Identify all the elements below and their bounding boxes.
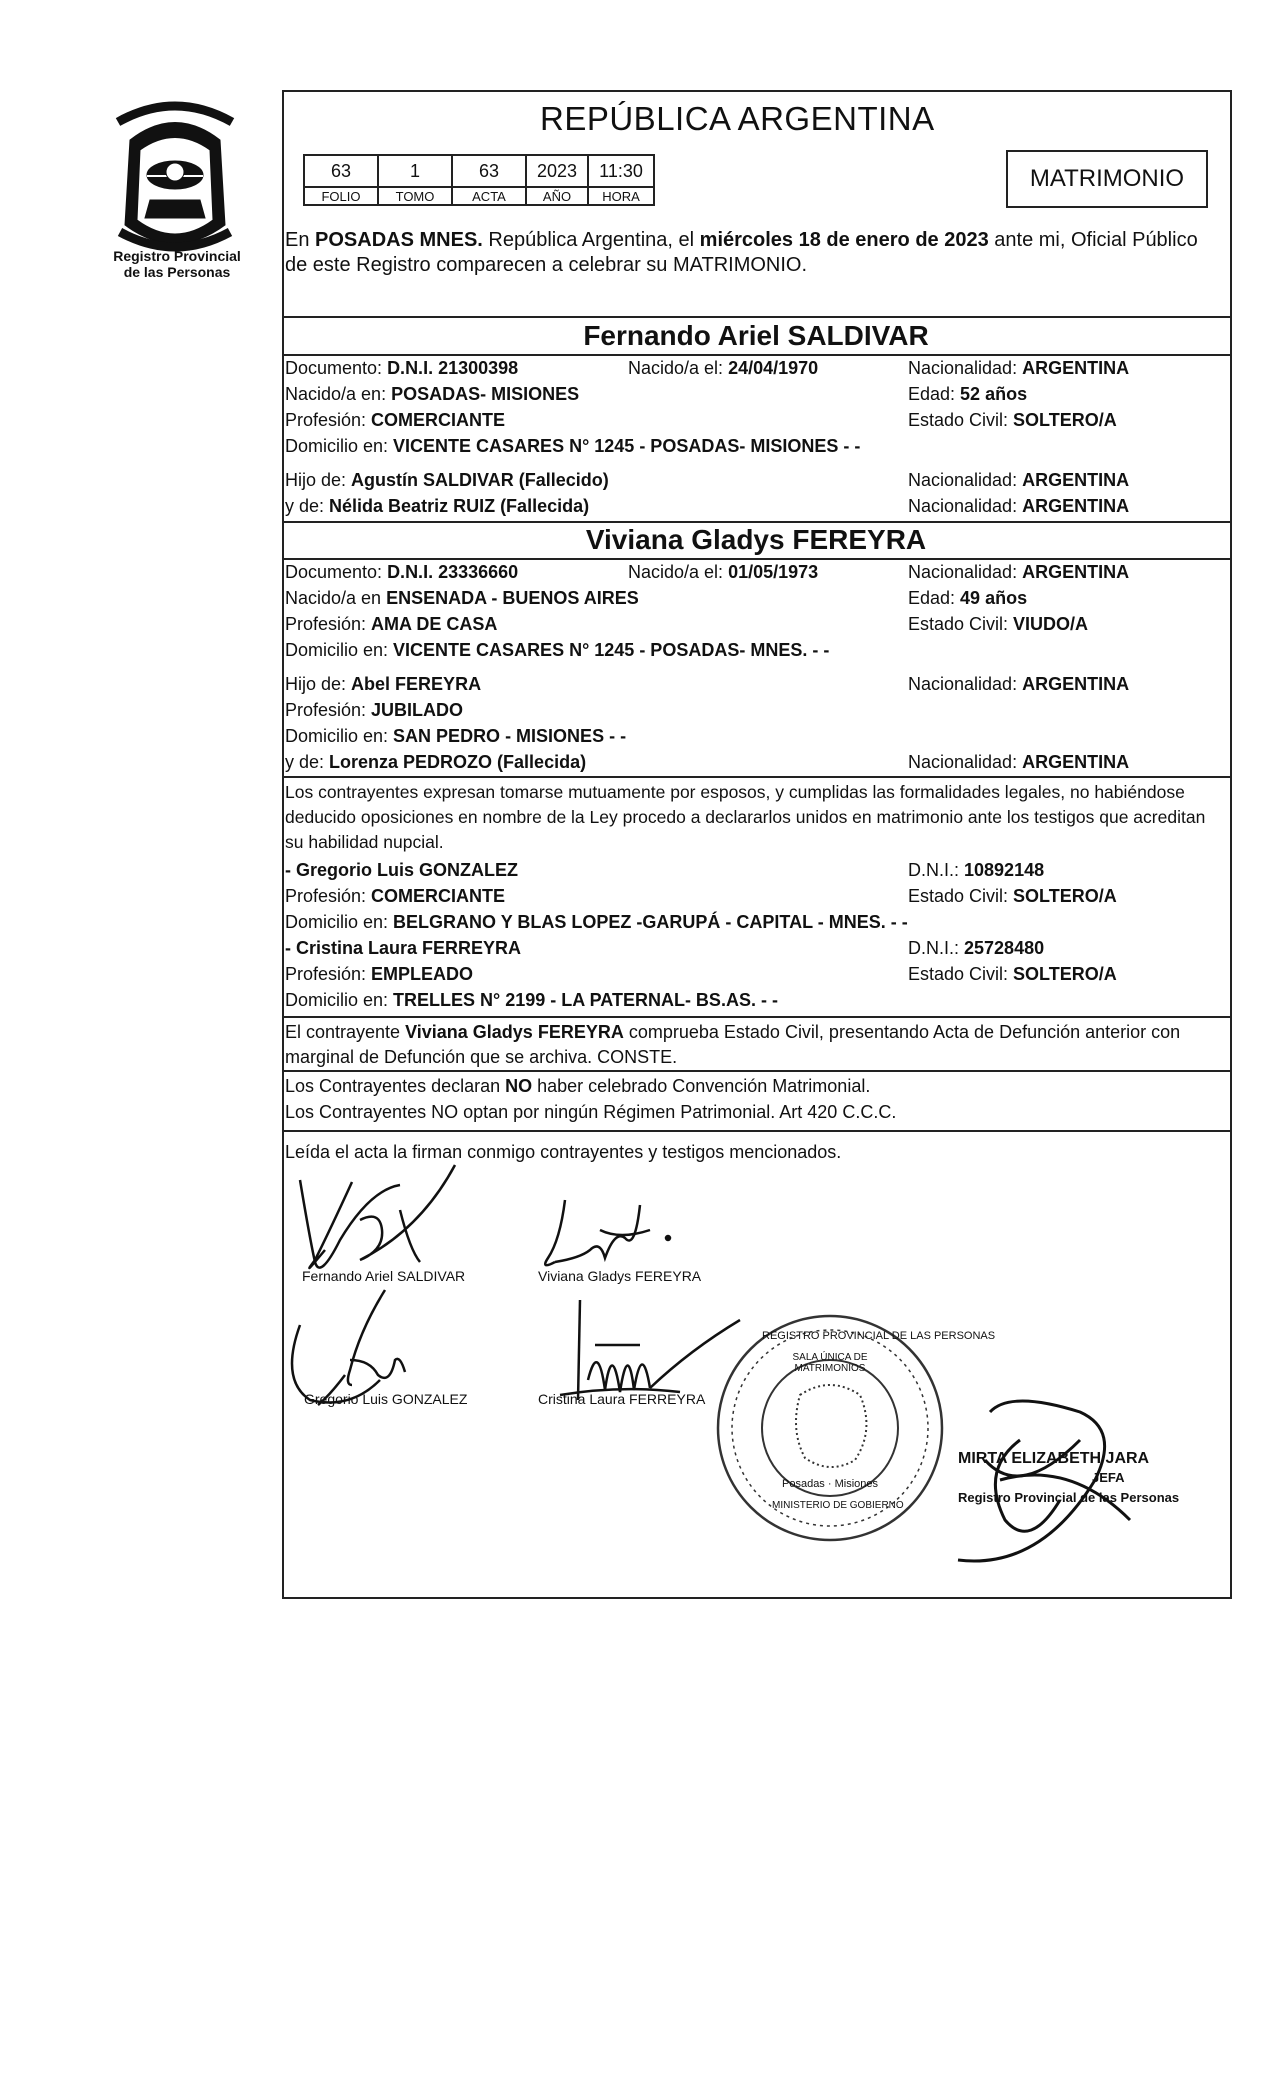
witness1-address	[285, 912, 908, 933]
note-text-2: comprueba Estado Civil, presentando Acta de Defunción anterior con marginal de Defunción que se archiva. CONSTE.	[285, 1022, 1181, 1067]
bride-profession	[285, 614, 497, 635]
intro-paragraph	[285, 228, 1225, 278]
civil-status-note	[285, 1020, 1225, 1070]
witness1-signature-caption: Gregorio Luis GONZALEZ	[304, 1391, 468, 1407]
groom-father	[285, 470, 609, 491]
witness1-dni	[908, 860, 1044, 881]
bride-father-nationality	[908, 674, 1129, 695]
bride-prof-value: AMA DE CASA	[371, 614, 498, 634]
groom-mother-nationality	[908, 496, 1129, 517]
bride-born: 01/05/1973	[728, 562, 819, 582]
province-coat-of-arms-icon	[118, 106, 232, 247]
hora-value: 11:30	[588, 155, 654, 187]
bride-father-value: Abel FEREYRA	[351, 674, 482, 694]
bride-birthplace-value: ENSENADA - BUENOS AIRES	[386, 588, 639, 608]
bride-birthplace	[285, 588, 639, 609]
label: Nacionalidad:	[908, 562, 1023, 582]
divider	[282, 1016, 1230, 1018]
groom-father-nat-value: ARGENTINA	[1022, 470, 1130, 490]
divider	[282, 558, 1230, 560]
groom-dni: D.N.I. 21300398	[387, 358, 519, 378]
anio-value: 2023	[526, 155, 588, 187]
label: Profesión:	[285, 614, 372, 634]
groom-father-nationality	[908, 470, 1129, 491]
witness2-prof-value: EMPLEADO	[371, 964, 474, 984]
label: Domicilio en:	[285, 726, 394, 746]
bride-nat: ARGENTINA	[1022, 562, 1130, 582]
note-text-1: El contrayente	[285, 1022, 406, 1042]
closing-statement: Leída el acta la firman conmigo contrayentes y testigos mencionados.	[285, 1142, 842, 1162]
groom-nationality	[908, 358, 1129, 379]
declaration-paragraph: Los contrayentes expresan tomarse mutuamente por esposos, y cumplidas las formalidades legales, no habiéndose deducido oposiciones en nombre de la Ley procedo a declararlos unidos en matrimonio ante los testigos que acreditan su habilidad nupcial.	[285, 782, 1206, 852]
divider	[282, 1130, 1230, 1132]
groom-nat: ARGENTINA	[1022, 358, 1130, 378]
convention-no: NO	[505, 1076, 533, 1096]
witness1-civil-value: SOLTERO/A	[1013, 886, 1117, 906]
groom-age	[908, 384, 1027, 405]
bride-father-profession	[285, 700, 463, 721]
groom-civil-status	[908, 410, 1117, 431]
bride-civil-status	[908, 614, 1088, 635]
bride-address-value: VICENTE CASARES N° 1245 - POSADAS- MNES. - -	[393, 640, 830, 660]
label: Domicilio en:	[285, 990, 394, 1010]
stamp-inner-text: SALA ÚNICA DE MATRIMONIOS	[792, 1352, 868, 1374]
groom-father-value: Agustín SALDIVAR (Fallecido)	[351, 470, 609, 490]
label: Nacionalidad:	[908, 496, 1023, 516]
label: Nacido/a el:	[628, 358, 729, 378]
tomo-label: TOMO	[378, 187, 452, 205]
bride-dni: D.N.I. 23336660	[387, 562, 519, 582]
official-name: MIRTA ELIZABETH JARA	[958, 1450, 1150, 1467]
label: y de:	[285, 752, 330, 772]
label: Profesión:	[285, 964, 372, 984]
acta-label: ACTA	[452, 187, 526, 205]
groom-address-value: VICENTE CASARES N° 1245 - POSADAS- MISIONES - -	[393, 436, 861, 456]
folio-value: 63	[304, 155, 378, 187]
bride-father-prof-value: JUBILADO	[371, 700, 464, 720]
note-name: Viviana Gladys FEREYRA	[405, 1022, 624, 1042]
acta-value: 63	[452, 155, 526, 187]
bride-civil-value: VIUDO/A	[1013, 614, 1089, 634]
label: Documento:	[285, 358, 388, 378]
convention-statement	[285, 1074, 1225, 1099]
witness2-profession	[285, 964, 473, 985]
label: Nacido/a el:	[628, 562, 729, 582]
intro-text-3: ante mi, Oficial Público de este Registro comparecen a celebrar su MATRIMONIO.	[285, 229, 1198, 276]
label: D.N.I.:	[908, 860, 965, 880]
witness1-dni-value: 10892148	[964, 860, 1045, 880]
witness1-address-value: BELGRANO Y BLAS LOPEZ -GARUPÁ - CAPITAL - MNES. - -	[393, 912, 908, 932]
intro-place: POSADAS MNES.	[315, 229, 483, 251]
groom-mother-value: Nélida Beatriz RUIZ (Fallecida)	[329, 496, 590, 516]
label: Nacido/a en:	[285, 384, 392, 404]
registry-fields-table	[303, 154, 655, 206]
label: Profesión:	[285, 700, 372, 720]
label: Estado Civil:	[908, 410, 1014, 430]
registry-caption-line2: de las Personas	[123, 264, 231, 280]
groom-age-value: 52 años	[960, 384, 1028, 404]
witness1-name-value: - Gregorio Luis GONZALEZ	[285, 860, 518, 880]
stamp-city: Posadas · Misiones	[782, 1478, 878, 1490]
groom-civil-value: SOLTERO/A	[1013, 410, 1117, 430]
bride-mother	[285, 752, 586, 773]
bride-father-address-value: SAN PEDRO - MISIONES - -	[393, 726, 627, 746]
witness1-prof-value: COMERCIANTE	[371, 886, 506, 906]
stamp-bottom-text: MINISTERIO DE GOBIERNO	[772, 1500, 904, 1511]
label: Edad:	[908, 384, 961, 404]
bride-nationality	[908, 562, 1129, 583]
label: Domicilio en:	[285, 912, 394, 932]
intro-text-1: En	[285, 229, 316, 251]
bride-address	[285, 640, 829, 661]
divider	[282, 316, 1230, 318]
label: D.N.I.:	[908, 938, 965, 958]
groom-born: 24/04/1970	[728, 358, 819, 378]
label: Nacionalidad:	[908, 470, 1023, 490]
bride-father-address	[285, 726, 626, 747]
label: Profesión:	[285, 410, 372, 430]
convention-text-2: haber celebrado Convención Matrimonial.	[532, 1076, 871, 1096]
groom-signature-caption: Fernando Ariel SALDIVAR	[302, 1268, 466, 1284]
divider	[282, 521, 1230, 523]
bride-mother-nationality	[908, 752, 1129, 773]
divider	[282, 1070, 1230, 1072]
convention-text-1: Los Contrayentes declaran	[285, 1076, 506, 1096]
tomo-value: 1	[378, 155, 452, 187]
witness2-address	[285, 990, 778, 1011]
intro-text-2: República Argentina, el	[482, 229, 700, 251]
label: Nacionalidad:	[908, 674, 1023, 694]
groom-prof-value: COMERCIANTE	[371, 410, 506, 430]
witness2-address-value: TRELLES N° 2199 - LA PATERNAL- BS.AS. - -	[393, 990, 778, 1010]
divider	[282, 354, 1230, 356]
witness2-name	[285, 938, 521, 959]
label: Hijo de:	[285, 674, 352, 694]
country-heading: REPÚBLICA ARGENTINA	[540, 100, 935, 137]
label: Estado Civil:	[908, 614, 1014, 634]
folio-label: FOLIO	[304, 187, 378, 205]
label: Documento:	[285, 562, 388, 582]
groom-profession	[285, 410, 505, 431]
bride-age-value: 49 años	[960, 588, 1028, 608]
bride-father-nat-value: ARGENTINA	[1022, 674, 1130, 694]
witness1-civil-status	[908, 886, 1117, 907]
hora-label: HORA	[588, 187, 654, 205]
bride-mother-value: Lorenza PEDROZO (Fallecida)	[329, 752, 587, 772]
official-office: Registro Provincial de las Personas	[958, 1490, 1180, 1505]
bride-name-heading: Viviana Gladys FEREYRA	[585, 524, 927, 555]
bride-mother-nat-value: ARGENTINA	[1022, 752, 1130, 772]
record-type-box: MATRIMONIO	[1006, 150, 1208, 208]
label: y de:	[285, 496, 330, 516]
label: Profesión:	[285, 886, 372, 906]
label: Nacionalidad:	[908, 358, 1023, 378]
bride-document	[285, 562, 518, 583]
groom-birthplace-value: POSADAS- MISIONES	[391, 384, 580, 404]
witness2-dni-value: 25728480	[964, 938, 1045, 958]
stamp-outer-text: REGISTRO PROVINCIAL DE LAS PERSONAS	[762, 1330, 996, 1342]
label: Nacionalidad:	[908, 752, 1023, 772]
official-title: JEFA	[1092, 1470, 1125, 1485]
label: Edad:	[908, 588, 961, 608]
groom-address	[285, 436, 860, 457]
witness2-civil-value: SOLTERO/A	[1013, 964, 1117, 984]
groom-mother-nat-value: ARGENTINA	[1022, 496, 1130, 516]
groom-mother	[285, 496, 589, 517]
registry-caption-line1: Registro Provincial	[113, 248, 241, 264]
label: Hijo de:	[285, 470, 352, 490]
anio-label: AÑO	[526, 187, 588, 205]
bride-birthdate	[628, 562, 818, 583]
label: Estado Civil:	[908, 964, 1014, 984]
intro-date: miércoles 18 de enero de 2023	[699, 229, 989, 251]
witness2-signature-caption: Cristina Laura FERREYRA	[538, 1391, 706, 1407]
divider	[282, 776, 1230, 778]
witness2-name-value: - Cristina Laura FERREYRA	[285, 938, 522, 958]
witness2-dni	[908, 938, 1044, 959]
label: Domicilio en:	[285, 640, 394, 660]
groom-birthplace	[285, 384, 579, 405]
bride-signature-caption: Viviana Gladys FEREYRA	[538, 1268, 702, 1284]
witness1-name	[285, 860, 518, 881]
groom-document	[285, 358, 518, 379]
label: Domicilio en:	[285, 436, 394, 456]
label: Nacido/a en	[285, 588, 387, 608]
regime-statement: Los Contrayentes NO optan por ningún Régimen Patrimonial. Art 420 C.C.C.	[285, 1102, 897, 1122]
groom-birthdate	[628, 358, 818, 379]
label: Estado Civil:	[908, 886, 1014, 906]
witness1-profession	[285, 886, 505, 907]
bride-age	[908, 588, 1027, 609]
bride-father	[285, 674, 481, 695]
witness2-civil-status	[908, 964, 1117, 985]
registry-caption	[92, 248, 262, 280]
groom-name-heading: Fernando Ariel SALDIVAR	[583, 320, 929, 351]
